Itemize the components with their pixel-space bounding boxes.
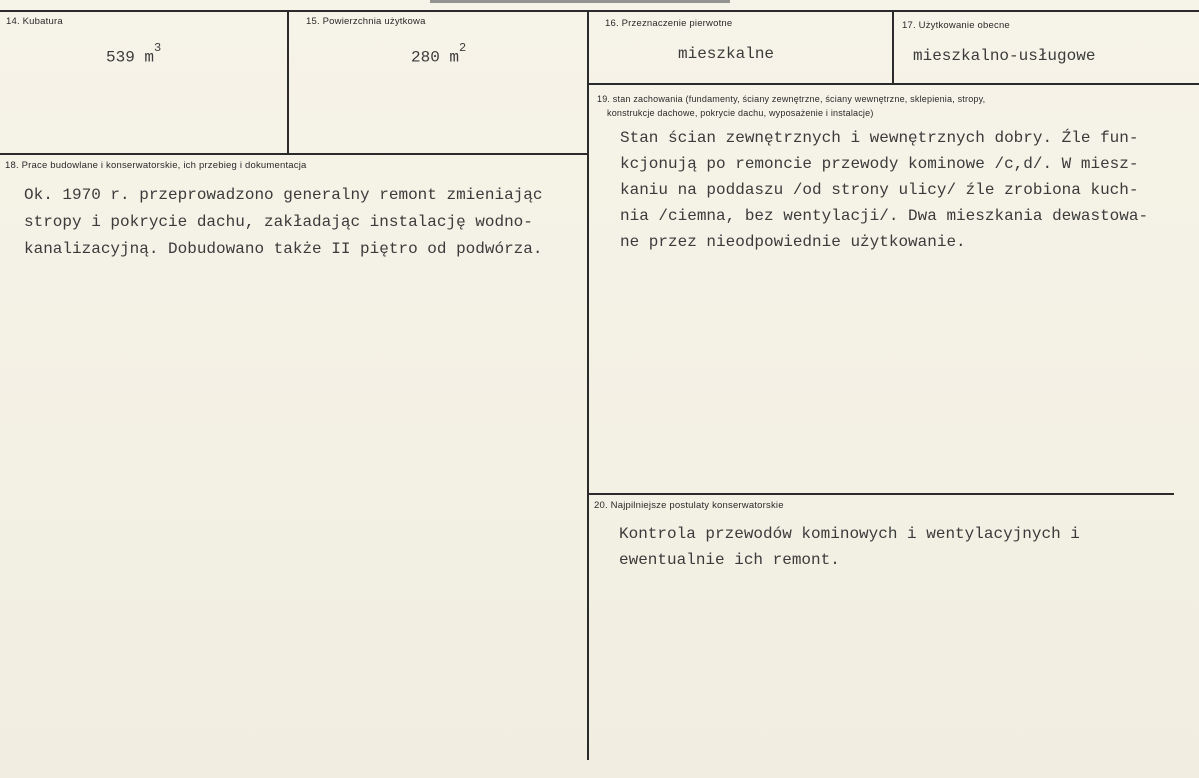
powierzchnia-unit-exponent: 2 (459, 41, 467, 55)
przeznaczenie-label: 16. Przeznaczenie pierwotne (605, 18, 733, 29)
uzytkowanie-label: 17. Użytkowanie obecne (902, 20, 1010, 31)
kubatura-number: 539 (106, 48, 135, 67)
powierzchnia-label: 15. Powierzchnia użytkowa (306, 16, 426, 27)
prace-line-2: stropy i pokrycie dachu, zakładając instalację wodno- (24, 213, 533, 231)
stan-label-line-1: 19. stan zachowania (fundamenty, ściany zewnętrzne, ściany wewnętrzne, sklepienia, stropy, (597, 94, 986, 104)
divider-col1 (287, 10, 289, 155)
top-edge-mark (430, 0, 730, 3)
divider-row-19 (589, 83, 1199, 85)
postulaty-line-1: Kontrola przewodów kominowych i wentylacyjnych i (619, 525, 1080, 543)
prace-line-1: Ok. 1970 r. przeprowadzono generalny remont zmieniając (24, 186, 543, 204)
divider-col3 (892, 10, 894, 85)
postulaty-line-2: ewentualnie ich remont. (619, 551, 840, 569)
stan-line-3: kaniu na poddaszu /od strony ulicy/ źle zrobiona kuch- (620, 181, 1139, 199)
stan-line-1: Stan ścian zewnętrznych i wewnętrznych dobry. Źle fun- (620, 129, 1139, 147)
divider-row-18 (0, 153, 589, 155)
postulaty-text (619, 521, 1080, 573)
prace-line-3: kanalizacyjną. Dobudowano także II piętro od podwórza. (24, 240, 543, 258)
powierzchnia-unit: m (449, 48, 460, 67)
kubatura-unit-exponent: 3 (154, 41, 162, 55)
przeznaczenie-value: mieszkalne (678, 45, 775, 63)
stan-label (597, 92, 1187, 120)
prace-label: 18. Prace budowlane i konserwatorskie, ich przebieg i dokumentacja (5, 160, 307, 171)
stan-line-2: kcjonują po remoncie przewody kominowe /c,d/. W miesz- (620, 155, 1139, 173)
postulaty-label: 20. Najpilniejsze postulaty konserwatorskie (594, 500, 784, 511)
kubatura-value (106, 41, 162, 67)
divider-row-20 (589, 493, 1174, 495)
powierzchnia-number: 280 (411, 48, 440, 67)
stan-line-4: nia /ciemna, bez wentylacji/. Dwa mieszkania dewastowa- (620, 207, 1149, 225)
kubatura-label: 14. Kubatura (6, 16, 63, 27)
prace-text (24, 182, 542, 263)
stan-line-5: ne przez nieodpowiednie użytkowanie. (620, 233, 966, 251)
kubatura-unit: m (144, 48, 155, 67)
stan-label-line-2: konstrukcje dachowe, pokrycie dachu, wyposażenie i instalacje) (607, 108, 874, 118)
stan-text (620, 125, 1148, 255)
uzytkowanie-value: mieszkalno-usługowe (913, 47, 1096, 65)
divider-top (0, 10, 1199, 12)
powierzchnia-value (411, 41, 467, 67)
divider-col-mid (587, 10, 589, 760)
